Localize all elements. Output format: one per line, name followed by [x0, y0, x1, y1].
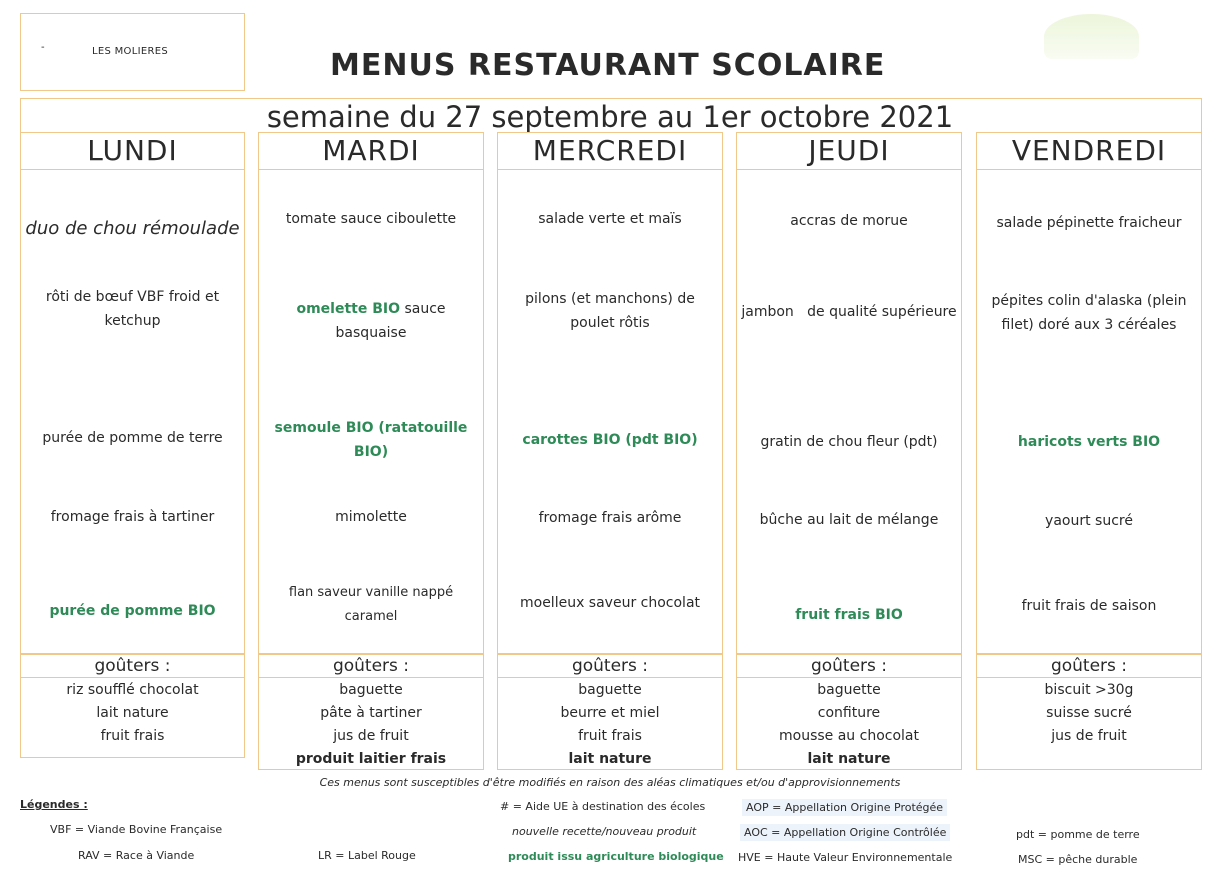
legend-aoc: AOC = Appellation Origine Contrôlée — [740, 824, 950, 841]
snack-box-vendredi — [976, 654, 1202, 770]
snack-list — [259, 679, 483, 771]
snack-list — [498, 679, 722, 771]
main-dish: rôti de bœuf VBF froid et ketchup — [45, 289, 220, 329]
legend-pdt: pdt = pomme de terre — [1016, 828, 1140, 841]
legend-new: nouvelle recette/nouveau produit — [512, 825, 697, 838]
snack-item: mousse au chocolat — [779, 728, 919, 744]
page-title: MENUS RESTAURANT SCOLAIRE — [330, 48, 886, 83]
day-header: MERCREDI — [498, 133, 722, 170]
dessert: purée de pomme BIO — [49, 603, 216, 619]
main-dish — [263, 297, 479, 345]
cheese: fromage frais à tartiner — [50, 509, 215, 525]
side-dish: purée de pomme de terre — [42, 430, 223, 446]
snack-title: goûters : — [21, 655, 244, 678]
snack-item: riz soufflé chocolat — [66, 682, 199, 698]
main-dish: jambon de qualité supérieure — [741, 304, 957, 320]
week-title: semaine du 27 septembre au 1er octobre 2021 — [266, 100, 954, 134]
snack-item: fruit frais — [578, 728, 642, 744]
day-header: LUNDI — [21, 133, 244, 170]
snack-item: suisse sucré — [1046, 705, 1132, 721]
legend-bio: produit issu agriculture biologique — [508, 850, 724, 863]
dessert: moelleux saveur chocolat — [519, 595, 701, 611]
snack-item: baguette — [578, 682, 642, 698]
snack-item: confiture — [817, 705, 881, 721]
school-dash: - — [41, 42, 45, 53]
main-dish-rest: sauce basquaise — [335, 301, 446, 341]
snack-item-bold: lait nature — [568, 751, 652, 767]
snack-item: fruit frais — [100, 728, 165, 744]
legend-title: Légendes : — [20, 798, 88, 811]
snack-title: goûters : — [977, 655, 1201, 678]
legend-vbf: VBF = Viande Bovine Française — [50, 823, 223, 836]
snack-title: goûters : — [498, 655, 722, 678]
logo-image — [1044, 14, 1139, 59]
snack-title: goûters : — [737, 655, 961, 678]
snack-item: pâte à tartiner — [320, 705, 422, 721]
main-dish-bio: omelette BIO — [296, 301, 400, 317]
snack-title: goûters : — [259, 655, 483, 678]
main-dish: pépites colin d'alaska (plein filet) doré aux 3 céréales — [991, 293, 1187, 333]
snack-box-mercredi — [497, 654, 723, 770]
snack-item-bold: lait nature — [807, 751, 891, 767]
day-column-mercredi — [497, 132, 723, 654]
entree: salade pépinette fraicheur — [996, 215, 1182, 231]
snack-item: jus de fruit — [333, 728, 409, 744]
legend-lr: LR = Label Rouge — [318, 849, 416, 862]
snack-list — [977, 679, 1201, 748]
legend-aop: AOP = Appellation Origine Protégée — [742, 799, 947, 816]
main-dish: pilons (et manchons) de poulet rôtis — [525, 291, 695, 331]
cheese: fromage frais arôme — [538, 510, 682, 526]
snack-box-lundi — [20, 654, 245, 758]
snack-item: biscuit >30g — [1044, 682, 1134, 698]
day-column-vendredi — [976, 132, 1202, 654]
day-header: JEUDI — [737, 133, 961, 170]
snack-item-bold: produit laitier frais — [295, 751, 447, 767]
legend-rav: RAV = Race à Viande — [78, 849, 195, 862]
day-header: VENDREDI — [977, 133, 1201, 170]
legend-hve: HVE = Haute Valeur Environnementale — [738, 851, 953, 864]
entree: tomate sauce ciboulette — [285, 211, 457, 227]
snack-item: baguette — [817, 682, 881, 698]
day-header: MARDI — [259, 133, 483, 170]
snack-list — [21, 679, 244, 748]
snack-list — [737, 679, 961, 771]
snack-item: baguette — [339, 682, 403, 698]
snack-box-jeudi — [736, 654, 962, 770]
side-dish: gratin de chou fleur (pdt) — [760, 434, 938, 450]
day-column-mardi — [258, 132, 484, 654]
day-column-lundi — [20, 132, 245, 654]
side-dish: carottes BIO (pdt BIO) — [522, 432, 698, 448]
entree: duo de chou rémoulade — [25, 218, 240, 239]
entree: accras de morue — [790, 213, 908, 229]
snack-item: jus de fruit — [1051, 728, 1127, 744]
day-column-jeudi — [736, 132, 962, 654]
snack-item: lait nature — [96, 705, 169, 721]
snack-box-mardi — [258, 654, 484, 770]
entree: salade verte et maïs — [538, 211, 682, 227]
legend-msc: MSC = pêche durable — [1018, 853, 1138, 866]
snack-item: beurre et miel — [560, 705, 660, 721]
disclaimer-note: Ces menus sont susceptibles d'être modifiés en raison des aléas climatiques et/ou d'approvisionnements — [319, 776, 901, 789]
cheese: bûche au lait de mélange — [759, 512, 939, 528]
dessert: fruit frais BIO — [795, 607, 903, 623]
side-dish: semoule BIO (ratatouille BIO) — [274, 420, 468, 460]
legend-aide: # = Aide UE à destination des écoles — [500, 800, 706, 813]
school-name: LES MOLIERES — [92, 46, 168, 57]
cheese: mimolette — [335, 509, 407, 525]
dessert: fruit frais de saison — [1021, 598, 1157, 614]
cheese: yaourt sucré — [1045, 513, 1133, 529]
side-dish: haricots verts BIO — [1017, 434, 1161, 450]
dessert: flan saveur vanille nappé caramel — [288, 585, 454, 624]
